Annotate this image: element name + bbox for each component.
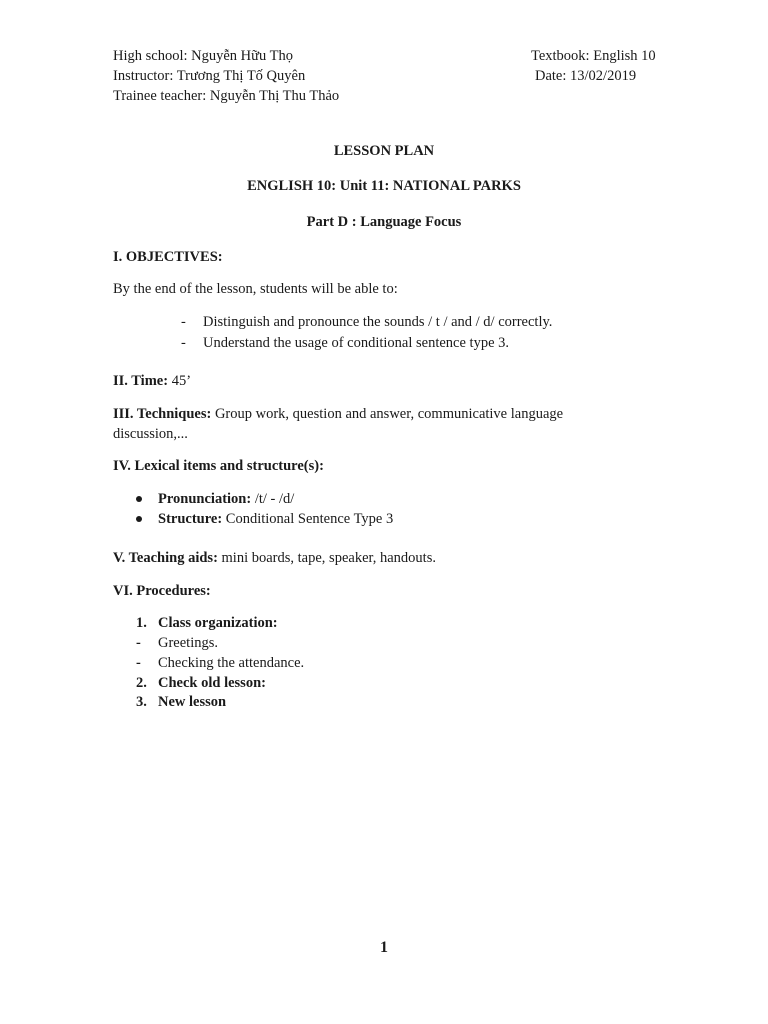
dash-marker: - — [136, 655, 141, 671]
lexical-label: Pronunciation: — [158, 491, 252, 507]
teaching-aids-label: V. Teaching aids: — [113, 550, 218, 566]
lexical-value: /t/ - /d/ — [251, 491, 295, 507]
dash-marker: - — [136, 635, 141, 651]
step-label: Class organization: — [158, 615, 278, 631]
unit-title: ENGLISH 10: Unit 11: NATIONAL PARKS — [247, 178, 521, 194]
subitem-text: Checking the attendance. — [158, 655, 305, 671]
teaching-aids-line — [113, 548, 436, 568]
step-label: New lesson — [158, 694, 227, 710]
step-number: 2. — [136, 675, 147, 691]
dash-marker: - — [181, 335, 186, 351]
lesson-plan-title: LESSON PLAN — [333, 143, 435, 159]
techniques-continuation: discussion,... — [113, 426, 188, 442]
techniques-line — [113, 404, 563, 424]
procedures-heading: VI. Procedures: — [113, 583, 211, 599]
part-title: Part D : Language Focus — [306, 214, 462, 230]
lexical-heading: IV. Lexical items and structure(s): — [113, 458, 324, 474]
lexical-item-text — [158, 489, 294, 509]
step-number: 1. — [136, 615, 147, 631]
page-number: 1 — [380, 939, 388, 956]
lexical-value: Conditional Sentence Type 3 — [222, 511, 394, 527]
lexical-label: Structure: — [158, 511, 223, 527]
techniques-label: III. Techniques: — [113, 406, 212, 422]
lexical-item-text — [158, 509, 393, 529]
date-line: Date: 13/02/2019 — [535, 68, 637, 84]
time-value: 45’ — [168, 373, 192, 389]
objective-text: Understand the usage of conditional sentence type 3. — [203, 335, 510, 351]
time-line — [113, 371, 191, 391]
subitem-text: Greetings. — [158, 635, 218, 651]
bullet-icon — [136, 516, 142, 522]
step-number: 3. — [136, 694, 147, 710]
dash-marker: - — [181, 314, 186, 330]
bullet-icon — [136, 496, 142, 502]
objective-text: Distinguish and pronounce the sounds / t / and / d/ correctly. — [203, 314, 553, 330]
techniques-value: Group work, question and answer, communicative language — [211, 406, 564, 422]
objectives-intro: By the end of the lesson, students will be able to: — [113, 281, 398, 297]
instructor-line: Instructor: Trương Thị Tố Quyên — [113, 68, 306, 84]
time-label: II. Time: — [113, 373, 169, 389]
objectives-heading: I. OBJECTIVES: — [113, 249, 223, 265]
step-label: Check old lesson: — [158, 675, 266, 691]
school-line: High school: Nguyễn Hữu Thọ — [113, 48, 293, 64]
teaching-aids-value: mini boards, tape, speaker, handouts. — [217, 550, 436, 566]
trainee-line: Trainee teacher: Nguyễn Thị Thu Thảo — [113, 88, 340, 104]
textbook-line: Textbook: English 10 — [531, 48, 656, 64]
